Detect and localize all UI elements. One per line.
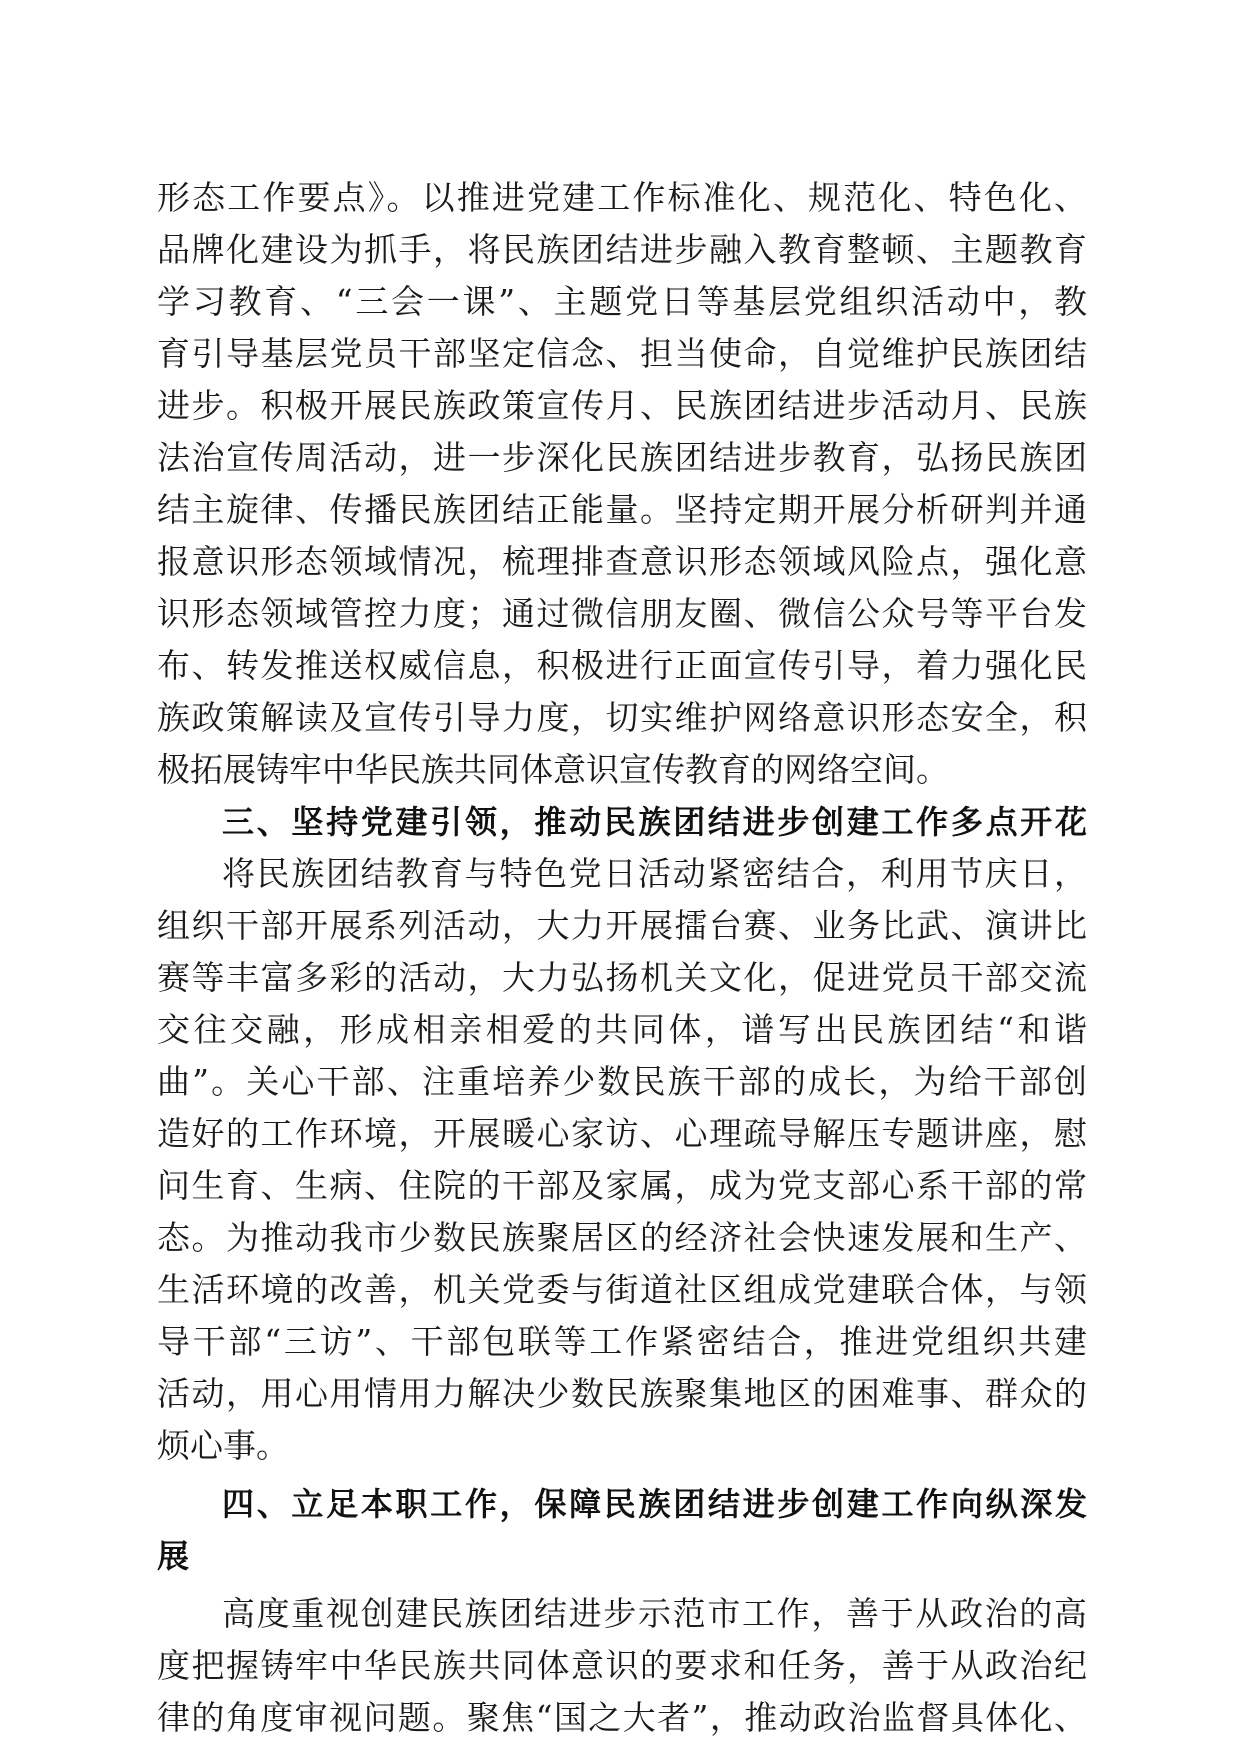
body-line: 组织干部开展系列活动，大力开展擂台赛、业务比武、演讲比 xyxy=(157,906,1087,945)
body-line: 结主旋律、传播民族团结正能量。坚持定期开展分析研判并通 xyxy=(157,490,1087,529)
body-line: 将民族团结教育与特色党日活动紧密结合，利用节庆日， xyxy=(222,854,1087,893)
body-line: 态。为推动我市少数民族聚居区的经济社会快速发展和生产、 xyxy=(157,1218,1087,1257)
body-line: 布、转发推送权威信息，积极进行正面宣传引导，着力强化民 xyxy=(157,646,1087,685)
body-line: 法治宣传周活动，进一步深化民族团结进步教育，弘扬民族团 xyxy=(157,438,1087,477)
body-line: 问生育、生病、住院的干部及家属，成为党支部心系干部的常 xyxy=(157,1166,1087,1205)
body-line: 极拓展铸牢中华民族共同体意识宣传教育的网络空间。 xyxy=(157,750,949,789)
body-line: 赛等丰富多彩的活动，大力弘扬机关文化，促进党员干部交流 xyxy=(157,958,1087,997)
body-line: 高度重视创建民族团结进步示范市工作，善于从政治的高 xyxy=(222,1594,1087,1633)
body-line: 报意识形态领域情况，梳理排查意识形态领域风险点，强化意 xyxy=(157,542,1087,581)
body-line: 品牌化建设为抓手，将民族团结进步融入教育整顿、主题教育 xyxy=(157,230,1087,269)
body-line: 交往交融，形成相亲相爱的共同体，谱写出民族团结“和谐 xyxy=(157,1010,1087,1049)
body-line: 学习教育、“三会一课”、主题党日等基层党组织活动中，教 xyxy=(157,282,1087,321)
body-line: 导干部“三访”、干部包联等工作紧密结合，推进党组织共建 xyxy=(157,1322,1087,1361)
body-line: 进步。积极开展民族政策宣传月、民族团结进步活动月、民族 xyxy=(157,386,1087,425)
body-line: 形态工作要点》。以推进党建工作标准化、规范化、特色化、 xyxy=(157,178,1087,217)
body-line: 曲”。关心干部、注重培养少数民族干部的成长，为给干部创 xyxy=(157,1062,1087,1101)
body-line: 族政策解读及宣传引导力度，切实维护网络意识形态安全，积 xyxy=(157,698,1087,737)
body-line: 活动，用心用情用力解决少数民族聚集地区的困难事、群众的 xyxy=(157,1374,1087,1413)
body-line: 烦心事。 xyxy=(157,1426,289,1465)
section-heading: 四、立足本职工作，保障民族团结进步创建工作向纵深发 xyxy=(222,1485,1087,1523)
body-line: 育引导基层党员干部坚定信念、担当使命，自觉维护民族团结 xyxy=(157,334,1087,373)
body-line: 律的角度审视问题。聚焦“国之大者”，推动政治监督具体化、 xyxy=(157,1698,1087,1737)
section-heading: 三、坚持党建引领，推动民族团结进步创建工作多点开花 xyxy=(222,803,1087,841)
body-line: 识形态领域管控力度；通过微信朋友圈、微信公众号等平台发 xyxy=(157,594,1087,633)
body-line: 造好的工作环境，开展暖心家访、心理疏导解压专题讲座，慰 xyxy=(157,1114,1087,1153)
body-line: 生活环境的改善，机关党委与街道社区组成党建联合体，与领 xyxy=(157,1270,1087,1309)
section-heading-continued: 展 xyxy=(157,1537,190,1575)
body-line: 度把握铸牢中华民族共同体意识的要求和任务，善于从政治纪 xyxy=(157,1646,1087,1685)
